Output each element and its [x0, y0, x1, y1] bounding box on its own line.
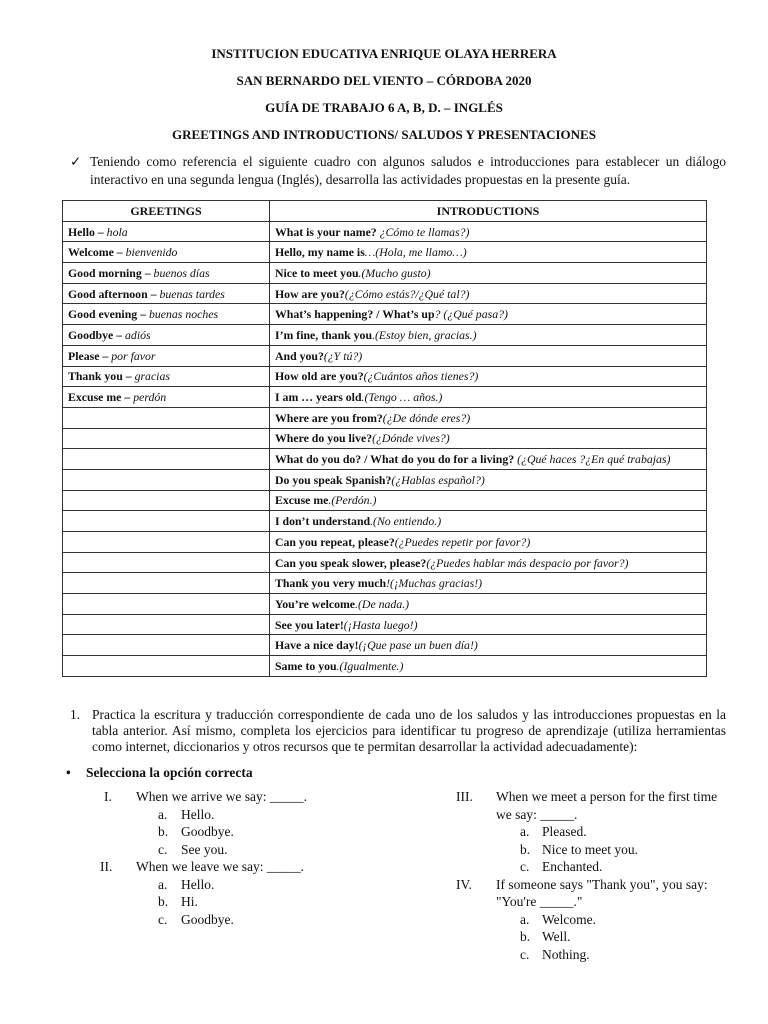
greeting-cell: [63, 221, 270, 242]
question-number: II.: [100, 859, 113, 874]
question-number: III.: [456, 789, 473, 804]
option-letter: a.: [158, 806, 168, 822]
introduction-english: I’m fine, thank you: [275, 327, 373, 342]
greeting-spanish: bienvenido: [125, 245, 178, 260]
greetings-header: GREETINGS: [63, 201, 270, 222]
introduction-cell: [270, 221, 707, 242]
greeting-cell: [63, 449, 270, 470]
table-row: [63, 283, 707, 304]
introduction-english: And you?: [275, 348, 324, 363]
introduction-spanish: (¿Puedes repetir por favor?): [394, 534, 531, 549]
introduction-english: Same to you: [275, 658, 337, 673]
introduction-english: I am … years old: [275, 390, 362, 405]
introduction-spanish: .(Igualmente.): [336, 658, 404, 673]
location-year: SAN BERNARDO DEL VIENTO – CÓRDOBA 2020: [236, 73, 532, 88]
introduction-cell: [270, 407, 707, 428]
option-letter: b.: [158, 824, 169, 839]
option-text: Enchanted.: [542, 859, 603, 874]
greeting-cell: [63, 428, 270, 449]
introduction-cell: [270, 387, 707, 408]
introduction-cell: [270, 449, 707, 470]
option-letter: a.: [158, 876, 168, 892]
select-heading-text: Selecciona la opción correcta: [86, 765, 253, 780]
introduction-spanish: (¿Y tú?): [323, 348, 363, 363]
question-4-cont: [456, 893, 756, 911]
introduction-spanish: .(Perdón.): [328, 493, 377, 508]
table-row: [63, 552, 707, 573]
introduction-spanish: .(Tengo … años.): [361, 390, 443, 405]
questions-left-column: [100, 788, 434, 928]
option-item[interactable]: [104, 893, 434, 911]
topic-title: GREETINGS AND INTRODUCTIONS/ SALUDOS Y PRESENTACIONES: [172, 127, 596, 142]
introduction-cell: [270, 263, 707, 284]
introduction-cell: [270, 573, 707, 594]
introduction-english: Excuse me: [275, 493, 329, 508]
greeting-cell: [63, 366, 270, 387]
table-row: [63, 449, 707, 470]
introduction-spanish: (¿De dónde eres?): [382, 410, 471, 425]
activity-number: 1.: [70, 707, 81, 722]
option-item[interactable]: [456, 911, 756, 929]
introduction-cell: [270, 614, 707, 635]
introductions-header: INTRODUCTIONS: [270, 201, 707, 222]
introduction-spanish: (¡Que pase un buen día!): [358, 638, 478, 653]
option-item[interactable]: [456, 858, 756, 876]
greeting-english: Good morning: [68, 265, 142, 280]
greeting-cell: [63, 407, 270, 428]
option-letter: b.: [520, 929, 531, 944]
question-text: "You're _____.": [496, 894, 583, 909]
question-3-cont: [456, 806, 756, 824]
introduction-spanish: !(¡Muchas gracias!): [386, 576, 483, 591]
question-number: I.: [104, 789, 112, 804]
introduction-english: Thank you very much: [275, 576, 387, 591]
table-row: [63, 594, 707, 615]
greeting-cell: [63, 511, 270, 532]
table-row: [63, 387, 707, 408]
option-text: Hello.: [181, 806, 215, 822]
greeting-english: Good afternoon: [68, 286, 148, 301]
greeting-cell: [63, 614, 270, 635]
table-row: [63, 511, 707, 532]
introduction-english: I don’t understand: [275, 514, 371, 529]
introduction-cell: [270, 469, 707, 490]
introduction-english: Do you speak Spanish?: [275, 472, 392, 487]
introduction-english: Where are you from?: [275, 410, 383, 425]
introduction-english: You’re welcome: [275, 596, 356, 611]
introduction-english: Where do you live?: [275, 431, 373, 446]
greeting-dash: –: [99, 348, 112, 363]
greeting-english: Please: [68, 348, 100, 363]
activity-instructions: Practica la escritura y traducción correspondiente de cada uno de los saludos y las introducciones propuestas en la tabla anterior. Así mismo, completa los ejercicios para identificar tu progreso de aprendizaje (utiliza herramientas como internet, diccionarios y otros recursos que te permitan desarrollar la actividad adecuadamente):: [92, 707, 726, 754]
introduction-cell: [270, 635, 707, 656]
introduction-spanish: (¿Hablas español?): [391, 472, 485, 487]
guide-title: GUÍA DE TRABAJO 6 A, B, D. – INGLÉS: [265, 100, 503, 115]
option-item[interactable]: [104, 806, 434, 824]
option-letter: b.: [520, 841, 531, 857]
introduction-cell: [270, 242, 707, 263]
greeting-cell: [63, 345, 270, 366]
table-row: [63, 366, 707, 387]
greeting-cell: [63, 469, 270, 490]
introduction-english: What’s happening? / What’s up: [275, 307, 435, 322]
introduction-cell: [270, 552, 707, 573]
introduction-spanish: …(Hola, me llamo…): [364, 245, 467, 260]
table-header-row: [63, 201, 707, 222]
table-row: [63, 490, 707, 511]
option-letter: c.: [158, 841, 168, 857]
option-text: Goodbye.: [181, 911, 234, 927]
greeting-dash: –: [121, 390, 134, 405]
introduction-english: Have a nice day!: [275, 638, 359, 653]
option-text: See you.: [181, 841, 228, 857]
introduction-cell: [270, 345, 707, 366]
introduction-cell: [270, 511, 707, 532]
introduction-english: What is your name?: [275, 224, 377, 239]
table-row: [63, 428, 707, 449]
greeting-dash: –: [147, 286, 160, 301]
greeting-spanish: perdón: [133, 390, 167, 405]
option-text: Pleased.: [542, 824, 587, 839]
greeting-english: Welcome: [68, 245, 114, 260]
introduction-cell: [270, 428, 707, 449]
question-text: When we leave we say: _____.: [136, 859, 304, 874]
introduction-spanish: (¿Cómo estás?/¿Qué tal?): [344, 286, 470, 301]
greeting-english: Good evening: [68, 307, 138, 322]
option-item[interactable]: [104, 911, 434, 929]
question-text: When we arrive we say: _____.: [136, 789, 307, 804]
option-text: Nothing.: [542, 946, 590, 962]
option-letter: c.: [158, 911, 168, 927]
table-row: [63, 614, 707, 635]
introduction-spanish: (¿Puedes hablar más despacio por favor?): [426, 555, 629, 570]
option-item[interactable]: [456, 841, 756, 859]
table-row: [63, 573, 707, 594]
greeting-cell: [63, 283, 270, 304]
intro-text: Teniendo como referencia el siguiente cuadro con algunos saludos e introducciones para establecer un diálogo interactivo en una segunda lengua (Inglés), desarrolla las actividades propuestas en la presente guía.: [90, 154, 726, 187]
greeting-spanish: hola: [106, 224, 128, 239]
table-row: [63, 242, 707, 263]
introduction-spanish: (¿Qué haces ?¿En qué trabajas): [514, 452, 671, 467]
option-text: Hi.: [181, 894, 198, 909]
table-row: [63, 635, 707, 656]
option-item[interactable]: [104, 823, 434, 841]
introduction-spanish: .(De nada.): [355, 596, 410, 611]
greeting-cell: [63, 242, 270, 263]
introduction-cell: [270, 304, 707, 325]
greeting-cell: [63, 325, 270, 346]
table-row: [63, 221, 707, 242]
table-row: [63, 532, 707, 553]
introduction-cell: [270, 490, 707, 511]
greeting-dash: –: [141, 265, 154, 280]
introduction-english: See you later!: [275, 617, 344, 632]
greeting-cell: [63, 552, 270, 573]
option-item[interactable]: [456, 823, 756, 841]
greeting-cell: [63, 573, 270, 594]
option-text: Hello.: [181, 876, 215, 892]
table-row: [63, 407, 707, 428]
introduction-english: How are you?: [275, 286, 345, 301]
option-text: Welcome.: [542, 911, 597, 927]
greeting-dash: –: [122, 369, 135, 384]
introduction-cell: [270, 366, 707, 387]
question-4: [456, 876, 756, 894]
question-2: [100, 858, 434, 876]
greeting-english: Goodbye: [68, 327, 114, 342]
greeting-spanish: buenas tardes: [159, 286, 225, 301]
introduction-cell: [270, 283, 707, 304]
table-row: [63, 345, 707, 366]
introduction-english: Hello, my name is: [275, 245, 365, 260]
greeting-dash: –: [113, 245, 126, 260]
option-text: Nice to meet you.: [542, 841, 638, 857]
greeting-spanish: buenas noches: [148, 307, 219, 322]
greeting-dash: –: [113, 327, 126, 342]
introduction-spanish: .(Estoy bien, gracias.): [372, 327, 477, 342]
greeting-cell: [63, 263, 270, 284]
greeting-cell: [63, 532, 270, 553]
question-number: IV.: [456, 876, 472, 892]
greeting-spanish: adiós: [125, 327, 151, 342]
greeting-cell: [63, 594, 270, 615]
introduction-spanish: (¡Hasta luego!): [343, 617, 418, 632]
introduction-cell: [270, 594, 707, 615]
introduction-cell: [270, 325, 707, 346]
introduction-spanish: (¿Cuántos años tienes?): [363, 369, 479, 384]
option-text: Well.: [542, 929, 571, 944]
introduction-english: Nice to meet you: [275, 265, 359, 280]
bullet-icon: •: [66, 765, 71, 780]
option-letter: c.: [520, 946, 530, 962]
greeting-cell: [63, 490, 270, 511]
table-row: [63, 656, 707, 677]
table-row: [63, 325, 707, 346]
table-row: [63, 469, 707, 490]
option-letter: a.: [520, 911, 530, 927]
greeting-dash: –: [137, 307, 149, 322]
introduction-cell: [270, 656, 707, 677]
school-name: INSTITUCION EDUCATIVA ENRIQUE OLAYA HERRERA: [211, 46, 557, 61]
option-item[interactable]: [104, 876, 434, 894]
greeting-spanish: buenos días: [153, 265, 210, 280]
greeting-cell: [63, 387, 270, 408]
greeting-cell: [63, 304, 270, 325]
option-item[interactable]: [456, 946, 756, 964]
introduction-spanish: ? (¿Qué pasa?): [434, 307, 508, 322]
question-3: [456, 788, 756, 806]
greeting-english: Thank you: [68, 369, 123, 384]
vocabulary-table: [62, 200, 707, 677]
question-1: [104, 788, 434, 806]
option-item[interactable]: [104, 841, 434, 859]
questions-right-column: [456, 788, 756, 963]
table-row: [63, 304, 707, 325]
greeting-dash: –: [94, 224, 107, 239]
question-text: When we meet a person for the first time: [496, 789, 718, 804]
checkmark-icon: ✓: [70, 154, 82, 169]
greeting-spanish: gracias: [134, 369, 170, 384]
introduction-spanish: .(No entiendo.): [370, 514, 442, 529]
introduction-english: Can you speak slower, please?: [275, 555, 427, 570]
introduction-spanish: (¿Dónde vives?): [372, 431, 450, 446]
introduction-english: Can you repeat, please?: [275, 534, 395, 549]
introduction-english: What do you do? / What do you do for a living?: [275, 452, 515, 467]
introduction-cell: [270, 532, 707, 553]
option-letter: a.: [520, 824, 530, 839]
option-letter: c.: [520, 859, 530, 874]
table-row: [63, 263, 707, 284]
option-text: Goodbye.: [181, 824, 234, 839]
greeting-english: Excuse me: [68, 390, 122, 405]
greeting-english: Hello: [68, 224, 95, 239]
introduction-spanish: .(Mucho gusto): [358, 265, 431, 280]
question-text: If someone says "Thank you", you say:: [496, 876, 708, 892]
option-letter: b.: [158, 894, 169, 909]
greeting-spanish: por favor: [111, 348, 156, 363]
introduction-spanish: ¿Cómo te llamas?): [376, 224, 470, 239]
greeting-cell: [63, 635, 270, 656]
select-heading: [66, 765, 253, 781]
question-text: we say: _____.: [496, 806, 578, 822]
option-item[interactable]: [456, 928, 756, 946]
greeting-cell: [63, 656, 270, 677]
introduction-english: How old are you?: [275, 369, 364, 384]
